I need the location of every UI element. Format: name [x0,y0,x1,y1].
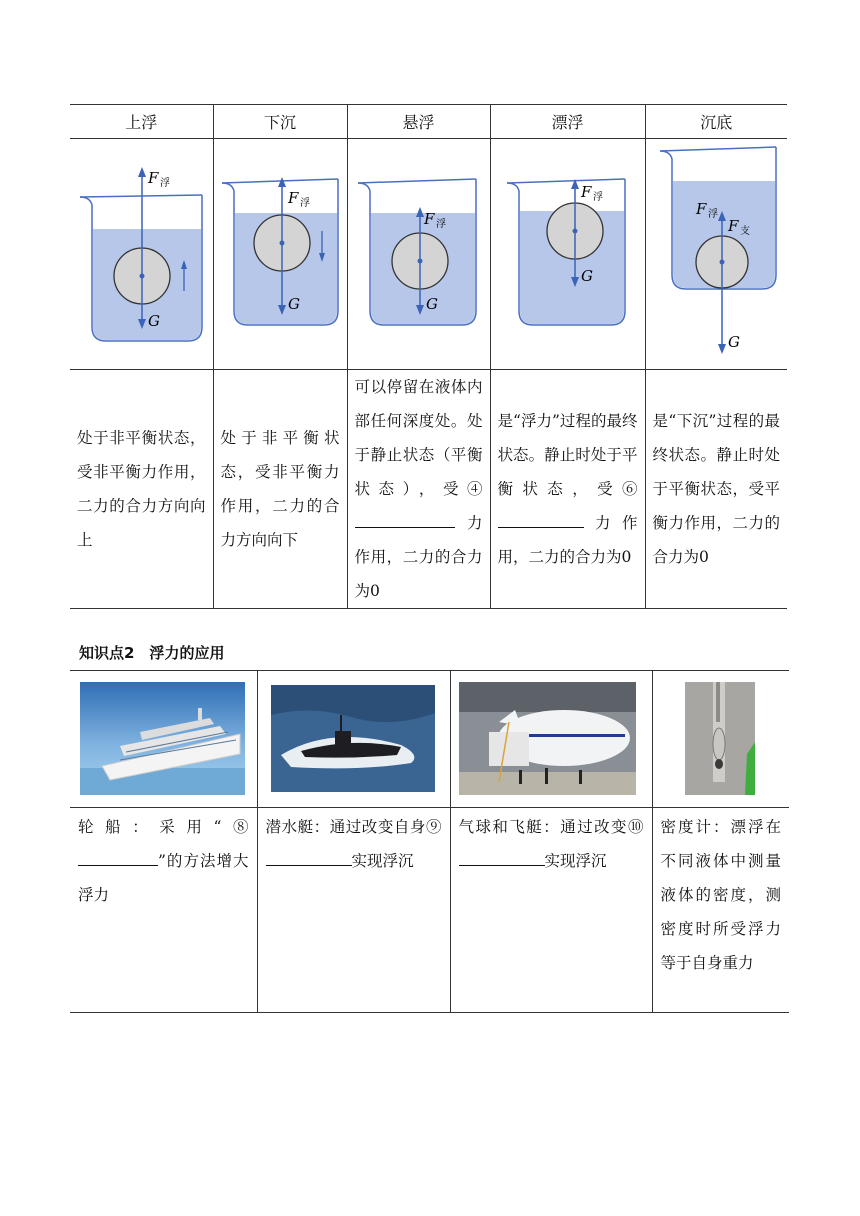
section-heading: 知识点2 浮力的应用 [79,644,225,662]
answer-blank-10[interactable] [459,847,545,866]
beaker-float-diagram [491,139,646,365]
label-f-buoy: F [580,183,591,201]
figure-row [70,139,787,370]
applications-table [70,670,789,1013]
sub-text-part-b: 实现浮沉 [351,852,414,870]
figure-rise [70,139,213,370]
hydrometer-text: 密度计：漂浮在不同液体中测量液体的密度，测密度时所受浮力等于自身重力 [652,808,789,1013]
balloon-text [450,808,652,1013]
label-support-sub: 支 [739,226,750,237]
label-g: G [580,267,593,285]
label-f-sub: 浮 [592,192,603,203]
answer-blank-4[interactable] [355,509,455,528]
figure-sink [213,139,347,370]
header-float: 漂浮 [490,105,645,139]
desc-rise: 处于非平衡状态，受非平衡力作用，二力的合力方向向上 [70,370,213,609]
submarine-photo [271,685,435,792]
label-g: G [148,312,160,330]
desc-suspend-part-b: 力作用，二力的合力为0 [354,514,483,600]
hydrometer-photo [685,682,755,795]
sub-text-part-a: 潜水艇：通过改变自身⑨ [265,818,442,836]
label-f-sub: 浮 [707,209,718,220]
desc-float [490,370,645,609]
label-g: G [287,295,300,313]
figure-suspend [347,139,490,370]
header-rise: 上浮 [70,105,213,139]
label-f-sub: 浮 [160,178,170,189]
header-sink: 下沉 [213,105,347,139]
submarine-image-cell [257,671,450,808]
label-f-buoy: F [695,200,706,218]
desc-suspend [347,370,490,609]
beaker-bottom-diagram [646,139,788,365]
label-f-buoy: F [423,210,434,228]
beaker-suspend-diagram [348,139,491,365]
description-row [70,370,787,609]
label-f-support: F [727,217,738,235]
text-row [70,808,789,1013]
image-row [70,671,789,808]
answer-blank-8[interactable] [78,847,158,866]
cruise-ship-photo [80,682,245,795]
ship-image-cell [70,671,257,808]
label-g: G [425,295,438,313]
header-row [70,105,787,139]
label-f-buoy: F [287,189,298,207]
airship-hangar-photo [459,682,636,795]
desc-float-part-b: 力作用，二力的合力为0 [497,514,638,566]
figure-bottom [645,139,787,370]
hydrometer-image-cell [652,671,789,808]
label-f-sub: 浮 [299,198,310,209]
beaker-rise-diagram [70,139,213,365]
beaker-sink-diagram [214,139,348,365]
ship-text-part-b: ”的方法增大浮力 [78,852,249,904]
ship-text-part-a: 轮船：采用“⑧ [78,818,249,836]
desc-bottom: 是“下沉”过程的最终状态。静止时处于平衡状态，受平衡力作用，二力的合力为0 [645,370,787,609]
balloon-text-part-a: 气球和飞艇：通过改变⑩ [458,818,644,836]
desc-sink: 处于非平衡状态，受非平衡力作用，二力的合力方向向下 [213,370,347,609]
header-bottom: 沉底 [645,105,787,139]
label-g: G [727,333,740,351]
desc-suspend-part-a: 可以停留在液体内部任何深度处。处于静止状态（平衡状态），受④ [354,378,483,498]
desc-float-part-a: 是“浮力”过程的最终状态。静止时处于平衡状态，受⑥ [497,412,638,498]
figure-float [490,139,645,370]
header-suspend: 悬浮 [347,105,490,139]
airship-image-cell [450,671,652,808]
buoyancy-states-table [70,104,787,609]
answer-blank-9[interactable] [266,847,352,866]
answer-blank-6[interactable] [498,509,584,528]
label-f-sub: 浮 [435,219,446,230]
balloon-text-part-b: 实现浮沉 [544,852,607,870]
submarine-text [257,808,450,1013]
label-f-buoy: F [148,169,159,187]
ship-text [70,808,257,1013]
